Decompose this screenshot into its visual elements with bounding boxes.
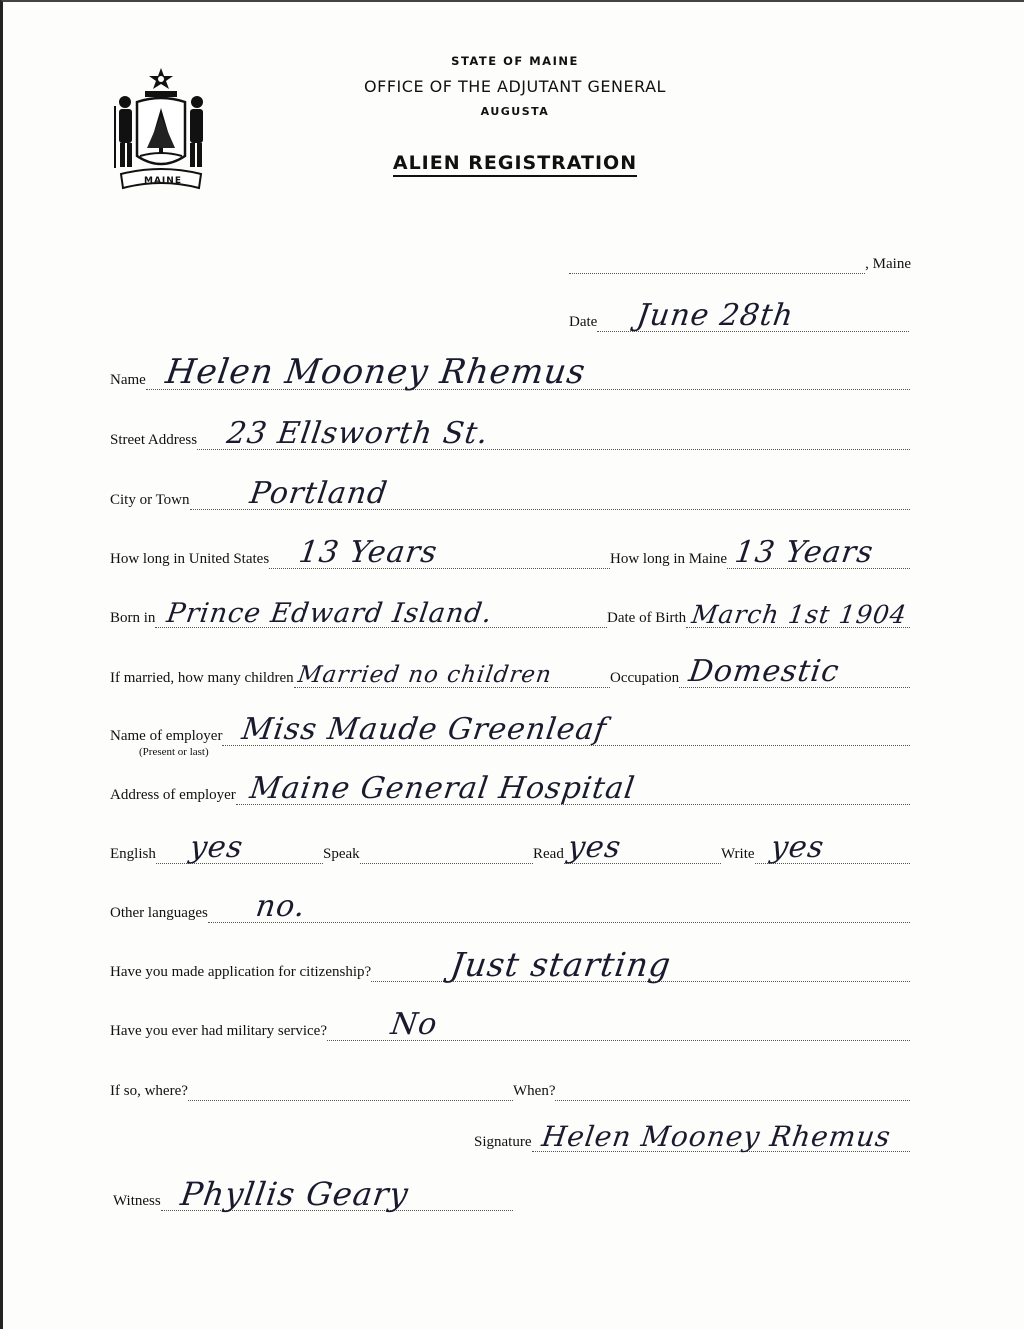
citizenship-field[interactable]: Just starting (371, 955, 910, 982)
employer-row (110, 712, 910, 747)
speak-row (323, 838, 533, 864)
employer-sublabel: (Present or last) (139, 746, 209, 758)
other-languages-row (110, 889, 910, 924)
signature-label: Signature (474, 1134, 532, 1150)
state-heading: STATE OF MAINE (451, 54, 579, 68)
speak-field[interactable] (360, 837, 533, 864)
us-years-field[interactable]: 13 Years (269, 542, 610, 569)
when-label: When? (513, 1083, 556, 1099)
city-heading: AUGUSTA (480, 105, 550, 118)
dob-field[interactable]: March 1st 1904 (686, 601, 910, 628)
occupation-row (610, 654, 910, 689)
citizenship-row (110, 945, 910, 984)
place-suffix-label: , Maine (865, 256, 911, 272)
name-row (110, 352, 910, 392)
occupation-field[interactable]: Domestic (679, 661, 910, 688)
born-in-row (110, 598, 607, 629)
military-label: Have you ever had military service? (110, 1023, 327, 1039)
military-field[interactable]: No (327, 1014, 910, 1041)
occupation-label: Occupation (610, 670, 680, 686)
us-years-row (110, 535, 610, 570)
other-languages-field[interactable]: no. (208, 896, 910, 923)
when-field[interactable] (555, 1074, 910, 1101)
signature-field[interactable]: Helen Mooney Rhemus (532, 1125, 911, 1152)
office-heading: OFFICE OF THE ADJUTANT GENERAL (364, 77, 666, 96)
english-label: English (110, 846, 156, 862)
citizenship-label: Have you made application for citizenship? (110, 964, 372, 980)
children-row (110, 662, 610, 688)
military-row (110, 1007, 910, 1042)
date-label: Date (569, 314, 598, 330)
name-field[interactable]: Helen Mooney Rhemus (146, 363, 910, 390)
maine-years-label: How long in Maine (610, 551, 728, 567)
street-field[interactable]: 23 Ellsworth St. (197, 423, 910, 450)
children-label: If married, how many children (110, 670, 294, 686)
date-row (569, 298, 909, 333)
where-row (110, 1075, 513, 1101)
date-field[interactable]: June 28th (597, 305, 909, 332)
born-in-field[interactable]: Prince Edward Island. (155, 601, 607, 628)
place-field[interactable] (569, 247, 865, 274)
employer-field[interactable]: Miss Maude Greenleaf (222, 719, 910, 746)
where-field[interactable] (188, 1074, 513, 1101)
children-field[interactable]: Married no children (294, 661, 610, 688)
employer-label: Name of employer (110, 728, 223, 744)
dob-label: Date of Birth (607, 610, 687, 626)
read-label: Read (533, 846, 564, 862)
employer-address-label: Address of employer (110, 787, 236, 803)
place-row (569, 248, 911, 274)
read-row (533, 830, 721, 865)
where-label: If so, where? (110, 1083, 188, 1099)
write-row (721, 830, 910, 865)
born-in-label: Born in (110, 610, 156, 626)
us-years-label: How long in United States (110, 551, 270, 567)
speak-label: Speak (323, 846, 360, 862)
signature-row (474, 1120, 910, 1153)
dob-row (607, 602, 910, 628)
write-field[interactable]: yes (755, 837, 910, 864)
other-languages-label: Other languages (110, 905, 208, 921)
city-label: City or Town (110, 492, 190, 508)
employer-address-row (110, 771, 910, 806)
city-row (110, 476, 910, 511)
maine-years-field[interactable]: 13 Years (727, 542, 910, 569)
when-row (513, 1075, 910, 1101)
employer-address-field[interactable]: Maine General Hospital (236, 778, 910, 805)
street-label: Street Address (110, 432, 198, 448)
form-title: ALIEN REGISTRATION (3, 152, 1024, 174)
english-row (110, 830, 323, 865)
witness-label: Witness (113, 1193, 161, 1209)
english-field[interactable]: yes (156, 837, 323, 864)
read-field[interactable]: yes (564, 837, 721, 864)
witness-field[interactable]: Phyllis Geary (161, 1184, 513, 1211)
street-row (110, 416, 910, 451)
seal-motto: MAINE (144, 176, 182, 186)
city-field[interactable]: Portland (190, 483, 910, 510)
witness-row (113, 1175, 513, 1213)
name-label: Name (110, 372, 146, 388)
write-label: Write (721, 846, 755, 862)
maine-years-row (610, 535, 910, 570)
